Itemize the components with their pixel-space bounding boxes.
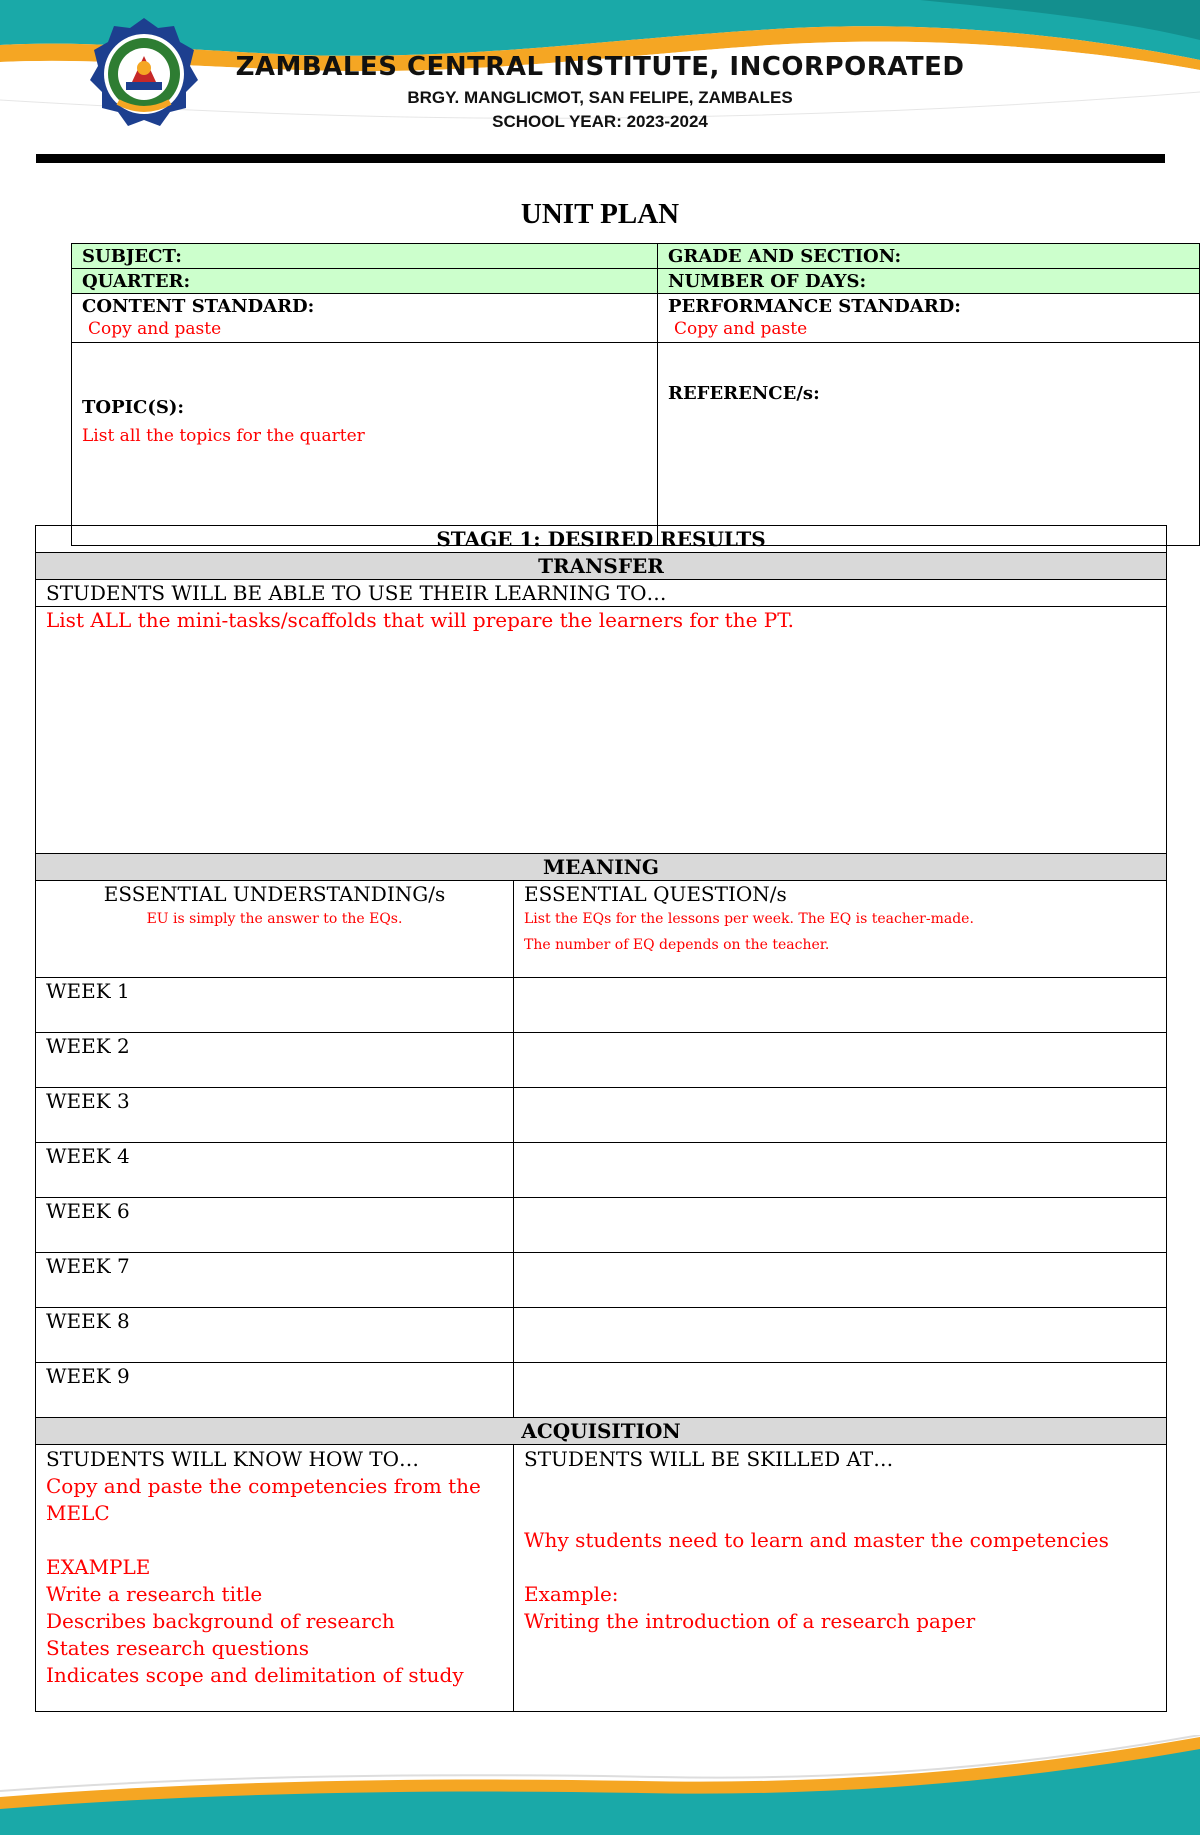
skilled-line: Why students need to learn and master the competencies [524, 1528, 1109, 1552]
week-eq-cell[interactable] [514, 1308, 1167, 1363]
topics-hint: List all the topics for the quarter [82, 426, 365, 446]
know-line: Indicates scope and delimitation of study [46, 1663, 464, 1687]
week-label[interactable]: WEEK 7 [36, 1253, 514, 1308]
week-eq-cell[interactable] [514, 1253, 1167, 1308]
week-row [36, 1308, 1167, 1363]
eu-header-cell [36, 881, 514, 978]
eu-hint: EU is simply the answer to the EQs. [146, 911, 403, 927]
week-label[interactable]: WEEK 2 [36, 1033, 514, 1088]
week-eq-cell[interactable] [514, 1198, 1167, 1253]
week-label[interactable]: WEEK 9 [36, 1363, 514, 1418]
institution-name: ZAMBALES CENTRAL INSTITUTE, INCORPORATED [235, 52, 965, 82]
skilled-cell[interactable] [514, 1445, 1167, 1712]
eq-hint-2: The number of EQ depends on the teacher. [524, 937, 830, 953]
week-eq-cell[interactable] [514, 1033, 1167, 1088]
week-eq-cell[interactable] [514, 1363, 1167, 1418]
performance-standard-hint: Copy and paste [674, 319, 808, 339]
references-cell[interactable] [658, 343, 1200, 546]
subject-field[interactable]: SUBJECT: [72, 244, 658, 269]
know-line [46, 1527, 503, 1554]
stage1-table [35, 525, 1167, 1712]
week-label[interactable]: WEEK 1 [36, 978, 514, 1033]
acquisition-header: ACQUISITION [36, 1418, 1167, 1445]
week-label[interactable]: WEEK 8 [36, 1308, 514, 1363]
skilled-line: Example: [524, 1582, 619, 1606]
eu-header: ESSENTIAL UNDERSTANDING/s [103, 882, 446, 906]
know-line: Copy and paste the competencies from the [46, 1474, 481, 1498]
week-row [36, 1253, 1167, 1308]
week-row [36, 1143, 1167, 1198]
eq-hint-1: List the EQs for the lessons per week. The EQ is teacher-made. [524, 911, 974, 927]
eq-header: ESSENTIAL QUESTION/s [524, 882, 787, 906]
quarter-field[interactable]: QUARTER: [72, 269, 658, 294]
week-row [36, 978, 1167, 1033]
content-standard-hint: Copy and paste [88, 319, 222, 339]
week-label[interactable]: WEEK 4 [36, 1143, 514, 1198]
skilled-header: STUDENTS WILL BE SKILLED AT… [524, 1447, 894, 1471]
grade-section-field[interactable]: GRADE AND SECTION: [658, 244, 1200, 269]
week-label[interactable]: WEEK 3 [36, 1088, 514, 1143]
days-field[interactable]: NUMBER OF DAYS: [658, 269, 1200, 294]
week-row [36, 1198, 1167, 1253]
know-line: MELC [46, 1501, 110, 1525]
institution-address: BRGY. MANGLICMOT, SAN FELIPE, ZAMBALES [407, 88, 793, 107]
footer-wave-banner [0, 1735, 1200, 1835]
performance-standard-label: PERFORMANCE STANDARD: [668, 296, 961, 317]
week-eq-cell[interactable] [514, 978, 1167, 1033]
skilled-line [524, 1554, 1156, 1581]
transfer-prompt: STUDENTS WILL BE ABLE TO USE THEIR LEARNING TO… [36, 580, 1167, 607]
know-line: Describes background of research [46, 1609, 395, 1633]
performance-standard-cell[interactable] [658, 294, 1200, 343]
week-label[interactable]: WEEK 6 [36, 1198, 514, 1253]
school-year: SCHOOL YEAR: 2023-2024 [492, 112, 708, 131]
meaning-header: MEANING [36, 854, 1167, 881]
skilled-line [524, 1500, 1156, 1527]
references-label: REFERENCE/s: [668, 383, 820, 404]
know-header: STUDENTS WILL KNOW HOW TO… [46, 1447, 420, 1471]
transfer-hint: List ALL the mini-tasks/scaffolds that will prepare the learners for the PT. [46, 608, 795, 632]
skilled-line [524, 1473, 1156, 1500]
week-row [36, 1363, 1167, 1418]
document-title: UNIT PLAN [520, 198, 680, 230]
transfer-header: TRANSFER [36, 553, 1167, 580]
content-standard-label: CONTENT STANDARD: [82, 296, 315, 317]
transfer-cell[interactable] [36, 607, 1167, 854]
know-line: States research questions [46, 1636, 309, 1660]
skilled-line: Writing the introduction of a research paper [524, 1609, 976, 1633]
topics-cell[interactable] [72, 343, 658, 546]
unit-info-table [71, 243, 1200, 546]
content-standard-cell[interactable] [72, 294, 658, 343]
header-divider [36, 154, 1165, 163]
know-line: EXAMPLE [46, 1555, 151, 1579]
week-row [36, 1088, 1167, 1143]
week-eq-cell[interactable] [514, 1143, 1167, 1198]
week-eq-cell[interactable] [514, 1088, 1167, 1143]
week-row [36, 1033, 1167, 1088]
know-line: Write a research title [46, 1582, 263, 1606]
topics-label: TOPIC(S): [82, 397, 185, 418]
know-cell[interactable] [36, 1445, 514, 1712]
eq-header-cell [514, 881, 1167, 978]
stage-title: STAGE 1: DESIRED RESULTS [36, 526, 1167, 553]
